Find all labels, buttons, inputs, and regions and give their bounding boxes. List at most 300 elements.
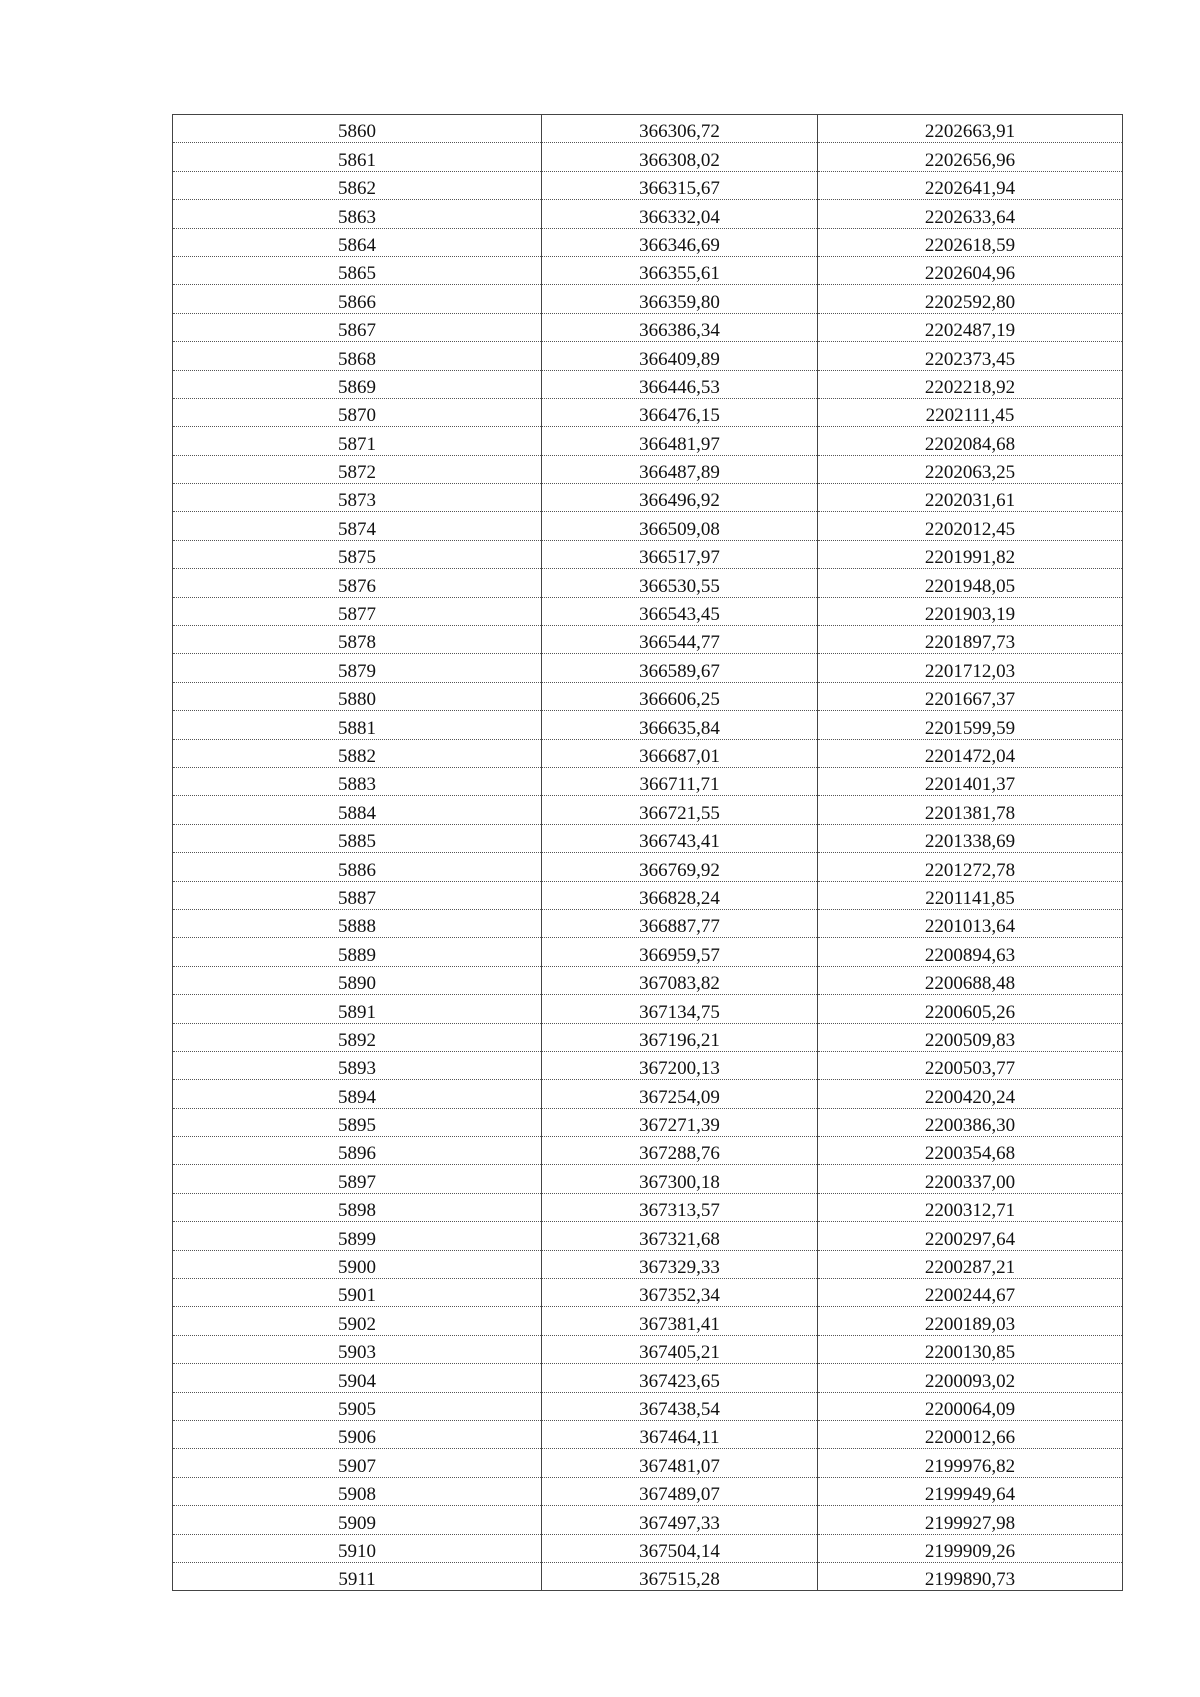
cell-text: 367381,41 [639,1313,720,1335]
cell-text: 5863 [338,206,376,228]
cell-text: 5888 [338,916,376,938]
table-row [173,484,1123,512]
cell-text: 5882 [338,745,376,767]
x-coordinate-cell [542,853,818,881]
table-row [173,1420,1123,1448]
cell-text: 2201141,85 [925,887,1015,909]
point-number-cell [173,115,542,143]
point-number-cell [173,1279,542,1307]
cell-text: 2200354,68 [924,1143,1016,1165]
cell-text: 2200130,85 [924,1342,1016,1364]
cell-text: 5911 [338,1569,376,1591]
point-number-cell [173,853,542,881]
y-coordinate-cell [818,597,1123,625]
cell-text: 367300,18 [639,1171,720,1193]
y-coordinate-cell [818,1023,1123,1051]
cell-text: 5907 [338,1455,376,1477]
table-row [173,1477,1123,1505]
cell-text: 2200287,21 [924,1257,1016,1279]
cell-text: 366959,57 [639,944,720,966]
cell-text: 366446,53 [639,376,720,398]
point-number-cell [173,398,542,426]
table-row [173,569,1123,597]
cell-text: 2202012,45 [924,518,1016,540]
x-coordinate-cell [542,200,818,228]
cell-text: 2202218,92 [924,376,1016,398]
x-coordinate-cell [542,313,818,341]
cell-text: 366496,92 [639,490,720,512]
table-row [173,739,1123,767]
cell-text: 5877 [338,604,376,626]
x-coordinate-cell [542,1165,818,1193]
cell-text: 5884 [338,802,376,824]
cell-text: 2199927,98 [924,1512,1016,1534]
cell-text: 5905 [338,1398,376,1420]
cell-text: 366828,24 [639,887,720,909]
cell-text: 366769,92 [639,859,720,881]
x-coordinate-cell [542,1051,818,1079]
cell-text: 366721,55 [639,802,720,824]
y-coordinate-cell [818,626,1123,654]
x-coordinate-cell [542,427,818,455]
table-row [173,995,1123,1023]
cell-text: 2201338,69 [924,831,1016,853]
x-coordinate-cell [542,1477,818,1505]
table-row [173,200,1123,228]
cell-text: 367438,54 [639,1398,720,1420]
table-row [173,626,1123,654]
table-row [173,597,1123,625]
x-coordinate-cell [542,1193,818,1221]
y-coordinate-cell [818,1307,1123,1335]
x-coordinate-cell [542,512,818,540]
y-coordinate-cell [818,200,1123,228]
cell-text: 5864 [338,234,376,256]
x-coordinate-cell [542,966,818,994]
cell-text: 5895 [338,1115,376,1137]
cell-text: 5875 [338,547,376,569]
y-coordinate-cell [818,228,1123,256]
y-coordinate-cell [818,853,1123,881]
cell-text: 5901 [338,1285,376,1307]
table-row [173,1307,1123,1335]
cell-text: 5872 [338,462,376,484]
cell-text: 366711,71 [639,774,720,796]
cell-text: 366543,45 [639,604,720,626]
x-coordinate-cell [542,711,818,739]
cell-text: 367134,75 [639,1001,720,1023]
cell-text: 5910 [338,1540,376,1562]
coordinates-table [172,114,1123,1591]
cell-text: 5873 [338,490,376,512]
x-coordinate-cell [542,398,818,426]
table-row [173,1023,1123,1051]
y-coordinate-cell [818,342,1123,370]
table-row [173,171,1123,199]
cell-text: 2200337,00 [924,1171,1016,1193]
cell-text: 2201381,78 [924,802,1016,824]
x-coordinate-cell [542,143,818,171]
point-number-cell [173,767,542,795]
y-coordinate-cell [818,654,1123,682]
cell-text: 366487,89 [639,462,720,484]
point-number-cell [173,1307,542,1335]
table-row [173,824,1123,852]
cell-text: 366332,04 [639,206,720,228]
y-coordinate-cell [818,1335,1123,1363]
y-coordinate-cell [818,796,1123,824]
table-row [173,1051,1123,1079]
cell-text: 5878 [338,632,376,654]
cell-text: 367313,57 [639,1200,720,1222]
point-number-cell [173,995,542,1023]
y-coordinate-cell [818,1193,1123,1221]
cell-text: 2200064,09 [924,1398,1016,1420]
cell-text: 5862 [338,178,376,200]
point-number-cell [173,1051,542,1079]
cell-text: 366606,25 [639,689,720,711]
point-number-cell [173,1080,542,1108]
cell-text: 2200688,48 [924,973,1016,995]
point-number-cell [173,597,542,625]
point-number-cell [173,824,542,852]
cell-text: 5890 [338,973,376,995]
cell-text: 366887,77 [639,916,720,938]
table-row [173,1193,1123,1221]
point-number-cell [173,200,542,228]
x-coordinate-cell [542,342,818,370]
cell-text: 5904 [338,1370,376,1392]
point-number-cell [173,881,542,909]
y-coordinate-cell [818,938,1123,966]
cell-text: 2200297,64 [924,1228,1016,1250]
cell-text: 367321,68 [639,1228,720,1250]
cell-text: 2202373,45 [924,348,1016,370]
point-number-cell [173,739,542,767]
cell-text: 2200605,26 [924,1001,1016,1023]
table-row [173,1506,1123,1534]
cell-text: 367329,33 [639,1257,720,1279]
point-number-cell [173,569,542,597]
y-coordinate-cell [818,1449,1123,1477]
y-coordinate-cell [818,1108,1123,1136]
point-number-cell [173,1449,542,1477]
table-row [173,1392,1123,1420]
table-row [173,767,1123,795]
cell-text: 367352,34 [639,1285,720,1307]
x-coordinate-cell [542,824,818,852]
cell-text: 367464,11 [639,1427,720,1449]
table-row [173,256,1123,284]
cell-text: 2201948,05 [924,575,1016,597]
cell-text: 5880 [338,689,376,711]
y-coordinate-cell [818,995,1123,1023]
x-coordinate-cell [542,1335,818,1363]
point-number-cell [173,1364,542,1392]
cell-text: 5891 [338,1001,376,1023]
cell-text: 2200420,24 [924,1086,1016,1108]
y-coordinate-cell [818,739,1123,767]
cell-text: 2201272,78 [924,859,1016,881]
point-number-cell [173,342,542,370]
x-coordinate-cell [542,1023,818,1051]
y-coordinate-cell [818,1420,1123,1448]
table-row [173,313,1123,341]
y-coordinate-cell [818,711,1123,739]
cell-text: 2202111,45 [925,405,1015,427]
cell-text: 5894 [338,1086,376,1108]
cell-text: 2202656,96 [924,149,1016,171]
cell-text: 2201401,37 [924,774,1016,796]
y-coordinate-cell [818,1534,1123,1562]
x-coordinate-cell [542,739,818,767]
point-number-cell [173,1193,542,1221]
x-coordinate-cell [542,115,818,143]
table-row [173,881,1123,909]
cell-text: 5902 [338,1313,376,1335]
cell-text: 2199890,73 [924,1569,1016,1591]
point-number-cell [173,1534,542,1562]
y-coordinate-cell [818,909,1123,937]
y-coordinate-cell [818,1080,1123,1108]
table-row [173,1165,1123,1193]
y-coordinate-cell [818,313,1123,341]
y-coordinate-cell [818,1051,1123,1079]
x-coordinate-cell [542,1250,818,1278]
y-coordinate-cell [818,1477,1123,1505]
cell-text: 366386,34 [639,320,720,342]
cell-text: 366509,08 [639,518,720,540]
y-coordinate-cell [818,1279,1123,1307]
x-coordinate-cell [542,171,818,199]
table-row [173,853,1123,881]
cell-text: 367254,09 [639,1086,720,1108]
point-number-cell [173,938,542,966]
cell-text: 2199909,26 [924,1540,1016,1562]
cell-text: 2201667,37 [924,689,1016,711]
y-coordinate-cell [818,427,1123,455]
x-coordinate-cell [542,995,818,1023]
cell-text: 5881 [338,717,376,739]
cell-text: 5869 [338,376,376,398]
x-coordinate-cell [542,484,818,512]
cell-text: 2202641,94 [924,178,1016,200]
cell-text: 5866 [338,291,376,313]
cell-text: 366355,61 [639,263,720,285]
table-row [173,1080,1123,1108]
x-coordinate-cell [542,540,818,568]
table-row [173,228,1123,256]
cell-text: 5908 [338,1484,376,1506]
table-row [173,285,1123,313]
table-row [173,342,1123,370]
table-row [173,540,1123,568]
cell-text: 2201472,04 [924,745,1016,767]
cell-text: 5900 [338,1257,376,1279]
table-row [173,455,1123,483]
cell-text: 2202487,19 [924,320,1016,342]
cell-text: 366476,15 [639,405,720,427]
y-coordinate-cell [818,1506,1123,1534]
cell-text: 367423,65 [639,1370,720,1392]
table-row [173,1250,1123,1278]
x-coordinate-cell [542,370,818,398]
y-coordinate-cell [818,171,1123,199]
table-row [173,966,1123,994]
y-coordinate-cell [818,1364,1123,1392]
x-coordinate-cell [542,909,818,937]
cell-text: 2200503,77 [924,1058,1016,1080]
point-number-cell [173,1335,542,1363]
point-number-cell [173,1137,542,1165]
x-coordinate-cell [542,626,818,654]
cell-text: 2201991,82 [924,547,1016,569]
point-number-cell [173,1420,542,1448]
y-coordinate-cell [818,1165,1123,1193]
cell-text: 5903 [338,1342,376,1364]
point-number-cell [173,966,542,994]
x-coordinate-cell [542,455,818,483]
cell-text: 2199949,64 [924,1484,1016,1506]
y-coordinate-cell [818,256,1123,284]
table-row [173,711,1123,739]
cell-text: 367489,07 [639,1484,720,1506]
cell-text: 2199976,82 [924,1455,1016,1477]
point-number-cell [173,1477,542,1505]
cell-text: 366308,02 [639,149,720,171]
table-row [173,1562,1123,1590]
table-row [173,654,1123,682]
cell-text: 5865 [338,263,376,285]
cell-text: 2202592,80 [924,291,1016,313]
table-row [173,115,1123,143]
point-number-cell [173,484,542,512]
x-coordinate-cell [542,1307,818,1335]
x-coordinate-cell [542,228,818,256]
cell-text: 2200012,66 [924,1427,1016,1449]
cell-text: 366409,89 [639,348,720,370]
cell-text: 2201599,59 [924,717,1016,739]
x-coordinate-cell [542,1222,818,1250]
table-row [173,1534,1123,1562]
cell-text: 5879 [338,660,376,682]
point-number-cell [173,427,542,455]
table-row [173,370,1123,398]
point-number-cell [173,143,542,171]
y-coordinate-cell [818,824,1123,852]
table-row [173,1222,1123,1250]
y-coordinate-cell [818,767,1123,795]
table-row [173,1364,1123,1392]
table-row [173,1449,1123,1477]
point-number-cell [173,313,542,341]
point-number-cell [173,1165,542,1193]
x-coordinate-cell [542,1562,818,1590]
table-row [173,1279,1123,1307]
table-row [173,796,1123,824]
x-coordinate-cell [542,597,818,625]
y-coordinate-cell [818,285,1123,313]
table-row [173,143,1123,171]
point-number-cell [173,285,542,313]
x-coordinate-cell [542,1534,818,1562]
cell-text: 5860 [338,121,376,143]
cell-text: 367196,21 [639,1029,720,1051]
x-coordinate-cell [542,1506,818,1534]
cell-text: 366743,41 [639,831,720,853]
y-coordinate-cell [818,484,1123,512]
cell-text: 5899 [338,1228,376,1250]
point-number-cell [173,909,542,937]
table-row [173,427,1123,455]
coordinates-table-body [173,115,1123,1591]
cell-text: 5874 [338,518,376,540]
point-number-cell [173,512,542,540]
x-coordinate-cell [542,767,818,795]
cell-text: 366517,97 [639,547,720,569]
x-coordinate-cell [542,256,818,284]
x-coordinate-cell [542,1392,818,1420]
cell-text: 2202604,96 [924,263,1016,285]
cell-text: 2200189,03 [924,1313,1016,1335]
cell-text: 5889 [338,944,376,966]
y-coordinate-cell [818,455,1123,483]
cell-text: 366589,67 [639,660,720,682]
point-number-cell [173,654,542,682]
y-coordinate-cell [818,1137,1123,1165]
cell-text: 367481,07 [639,1455,720,1477]
x-coordinate-cell [542,1449,818,1477]
y-coordinate-cell [818,540,1123,568]
y-coordinate-cell [818,115,1123,143]
cell-text: 2201897,73 [924,632,1016,654]
point-number-cell [173,228,542,256]
cell-text: 5861 [338,149,376,171]
cell-text: 5886 [338,859,376,881]
x-coordinate-cell [542,682,818,710]
y-coordinate-cell [818,512,1123,540]
cell-text: 2202084,68 [924,433,1016,455]
cell-text: 2202031,61 [924,490,1016,512]
cell-text: 367504,14 [639,1540,720,1562]
cell-text: 5867 [338,320,376,342]
cell-text: 5883 [338,774,376,796]
table-row [173,682,1123,710]
point-number-cell [173,540,542,568]
x-coordinate-cell [542,654,818,682]
x-coordinate-cell [542,796,818,824]
cell-text: 2200093,02 [924,1370,1016,1392]
y-coordinate-cell [818,1392,1123,1420]
cell-text: 5906 [338,1427,376,1449]
cell-text: 2200894,63 [924,944,1016,966]
cell-text: 5893 [338,1058,376,1080]
y-coordinate-cell [818,143,1123,171]
point-number-cell [173,256,542,284]
x-coordinate-cell [542,1420,818,1448]
point-number-cell [173,455,542,483]
cell-text: 366346,69 [639,234,720,256]
cell-text: 2200386,30 [924,1115,1016,1137]
cell-text: 5909 [338,1512,376,1534]
y-coordinate-cell [818,569,1123,597]
cell-text: 367288,76 [639,1143,720,1165]
cell-text: 2201013,64 [924,916,1016,938]
table-row [173,938,1123,966]
point-number-cell [173,1562,542,1590]
point-number-cell [173,1023,542,1051]
point-number-cell [173,1392,542,1420]
